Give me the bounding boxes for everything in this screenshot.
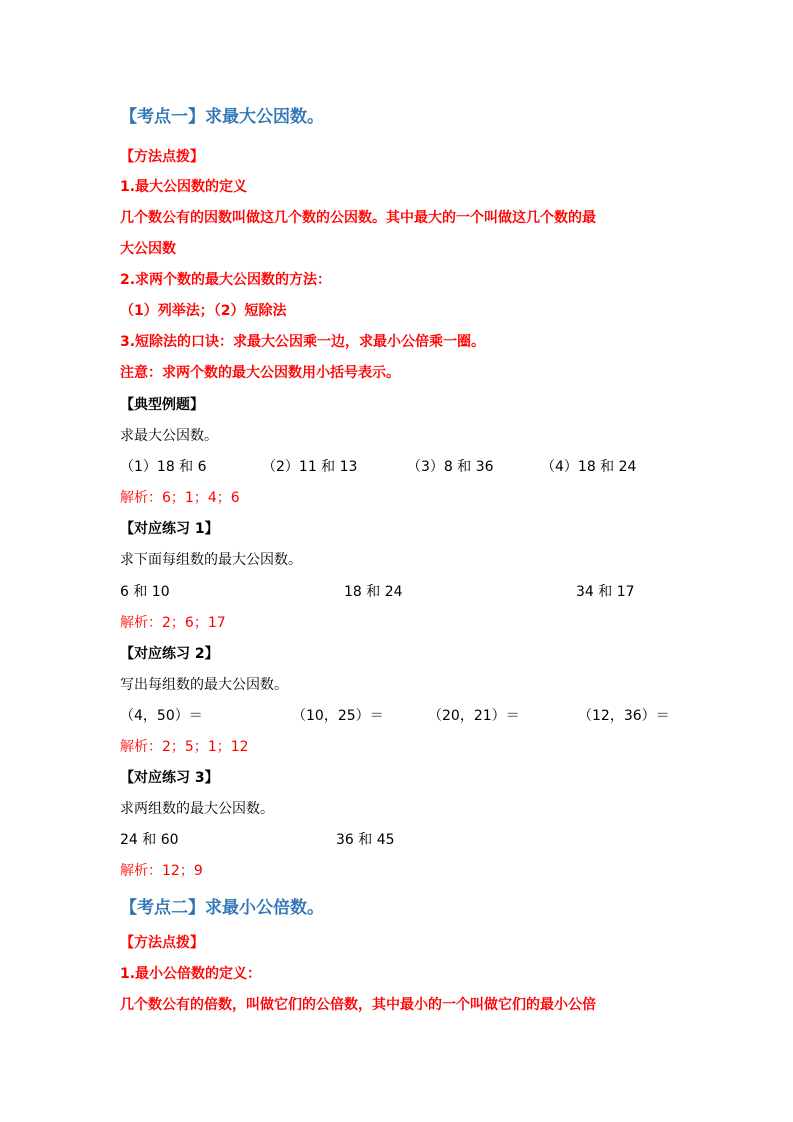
section1-point2-methods: （1）列举法；（2）短除法 <box>120 303 287 319</box>
section1-point2: 2.求两个数的最大公因数的方法： <box>120 272 332 288</box>
section2-title: 【考点二】求最小公倍数。 <box>120 898 324 918</box>
example-title: 【典型例题】 <box>120 397 204 413</box>
exercise2-answer: 解析：2；5；1；12 <box>120 739 249 755</box>
exercise1-item-2: 18 和 24 <box>344 584 403 600</box>
exercise1-answer: 解析：2；6；17 <box>120 615 226 631</box>
section2-point1: 1.最小公倍数的定义： <box>120 966 262 982</box>
exercise2-item-4: （12，36）＝ <box>578 708 670 724</box>
exercise1-title: 【对应练习 1】 <box>120 521 219 537</box>
section1-point3: 3.短除法的口诀：求最大公因乘一边，求最小公倍乘一圈。 <box>120 334 486 350</box>
exercise1-prompt: 求下面每组数的最大公因数。 <box>120 552 302 568</box>
exercise2-item-2: （10，25）＝ <box>292 708 384 724</box>
example-item-4: （4）18 和 24 <box>541 459 637 475</box>
section2-definition-line1: 几个数公有的倍数，叫做它们的公倍数，其中最小的一个叫做它们的最小公倍 <box>120 997 596 1013</box>
exercise3-answer: 解析：12；9 <box>120 863 203 879</box>
example-item-1: （1）18 和 6 <box>120 459 207 475</box>
section1-method-title: 【方法点拨】 <box>120 149 204 165</box>
section1-point1: 1.最大公因数的定义 <box>120 179 248 195</box>
section1-note: 注意：求两个数的最大公因数用小括号表示。 <box>120 365 400 381</box>
section1-title: 【考点一】求最大公因数。 <box>120 107 324 127</box>
exercise2-item-3: （20，21）＝ <box>428 708 520 724</box>
exercise2-title: 【对应练习 2】 <box>120 646 219 662</box>
section1-definition-line1: 几个数公有的因数叫做这几个数的公因数。其中最大的一个叫做这几个数的最 <box>120 210 596 226</box>
example-item-3: （3）8 和 36 <box>407 459 494 475</box>
exercise1-item-3: 34 和 17 <box>576 584 635 600</box>
exercise3-title: 【对应练习 3】 <box>120 770 219 786</box>
section2-method-title: 【方法点拨】 <box>120 935 204 951</box>
exercise3-item-2: 36 和 45 <box>336 832 395 848</box>
example-prompt: 求最大公因数。 <box>120 428 218 444</box>
exercise3-item-1: 24 和 60 <box>120 832 179 848</box>
exercise1-item-1: 6 和 10 <box>120 584 170 600</box>
example-answer: 解析：6；1；4；6 <box>120 490 240 506</box>
section1-definition-line2: 大公因数 <box>120 241 176 257</box>
exercise2-prompt: 写出每组数的最大公因数。 <box>120 677 288 693</box>
exercise3-prompt: 求两组数的最大公因数。 <box>120 801 274 817</box>
example-item-2: （2）11 和 13 <box>262 459 358 475</box>
exercise2-item-1: （4，50）＝ <box>120 708 203 724</box>
